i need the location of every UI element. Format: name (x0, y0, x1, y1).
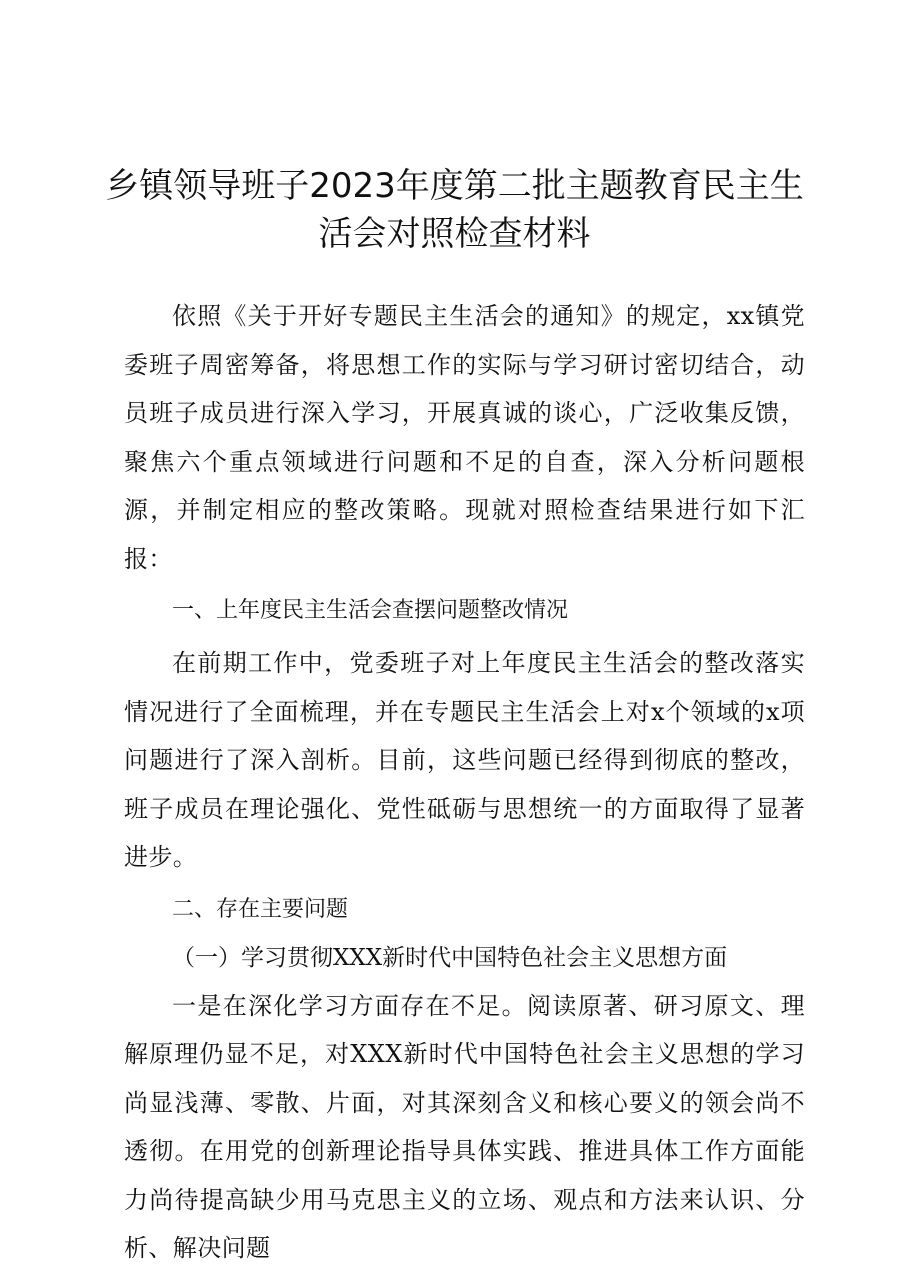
document-body (124, 292, 805, 1273)
title-line-1: 乡镇领导班子2023年度第二批主题教育民主生 (105, 166, 804, 206)
subsection-1-heading: （一）学习贯彻XXX新时代中国特色社会主义思想方面 (172, 944, 728, 971)
subsection-1-paragraph: 一是在深化学习方面存在不足。阅读原著、研习原文、理解原理仍显不足，对XXX新时代中国特色社会主义思想的学习尚显浅薄、零散、片面，对其深刻含义和核心要义的领会尚不透彻。在用党的创新理论指导具体实践、推进具体工作方面能力尚待提高缺少用马克思主义的立场、观点和方法来认识、分析、解决问题 (124, 991, 805, 1262)
intro-paragraph: 依照《关于开好专题民主生活会的通知》的规定，xx镇党委班子周密筹备，将思想工作的实际与学习研讨密切结合，动员班子成员进行深入学习，开展真诚的谈心，广泛收集反馈，聚焦六个重点领域进行问题和不足的自查，深入分析问题根源，并制定相应的整改策略。现就对照检查结果进行如下汇报： (124, 302, 805, 573)
title-line-2: 活会对照检查材料 (318, 214, 591, 254)
document-title (100, 162, 809, 258)
section-2-heading: 二、存在主要问题 (172, 896, 349, 922)
section-1-heading: 一、上年度民主生活会查摆问题整改情况 (172, 598, 569, 623)
section-1-paragraph: 在前期工作中，党委班子对上年度民主生活会的整改落实情况进行了全面梳理，并在专题民主生活会上对x个领域的x项问题进行了深入剖析。目前，这些问题已经得到彻底的整改，班子成员在理论强化、党性砥砺与思想统一的方面取得了显著进步。 (124, 649, 805, 871)
